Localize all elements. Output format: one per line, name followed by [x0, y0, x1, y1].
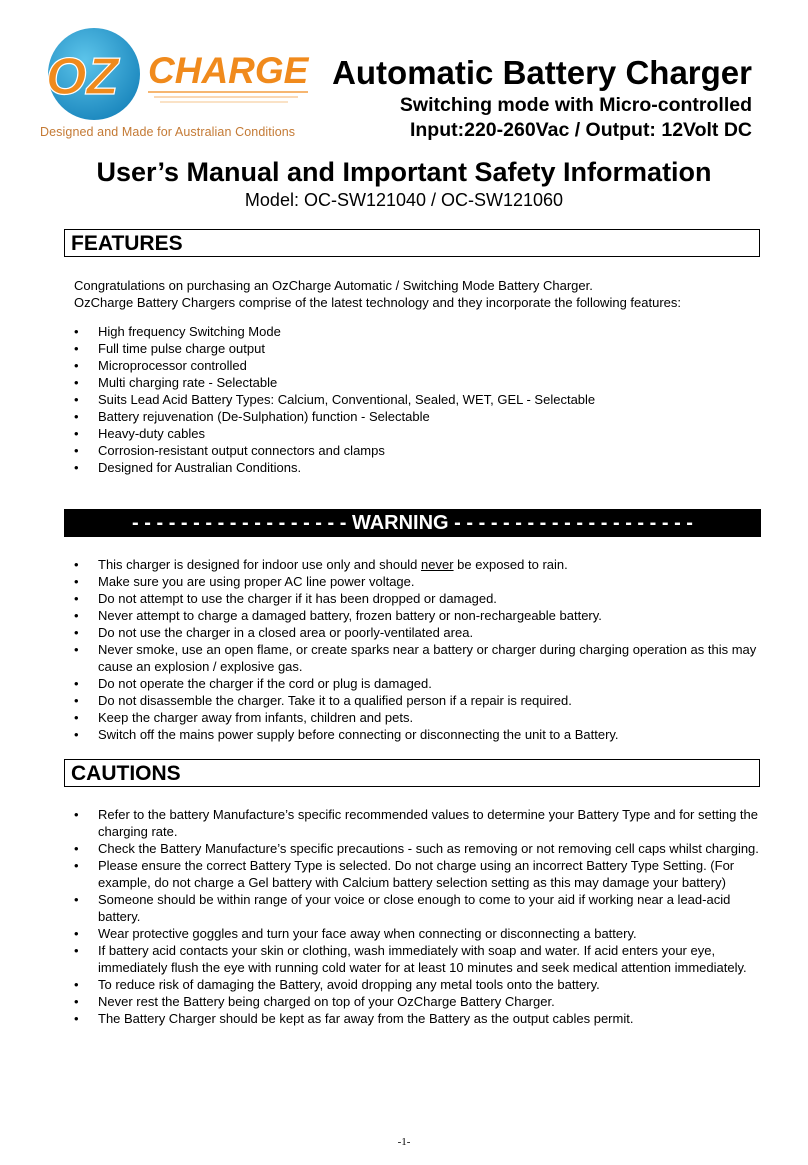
list-item: • Battery rejuvenation (De-Sulphation) function - Selectable — [74, 408, 764, 425]
list-item: • Heavy-duty cables — [74, 425, 764, 442]
product-io-spec: Input:220-260Vac / Output: 12Volt DC — [409, 119, 752, 141]
logo-graphic — [36, 20, 326, 130]
list-item: • Designed for Australian Conditions. — [74, 459, 764, 476]
ozcharge-logo — [36, 20, 326, 148]
model-number: Model: OC-SW121040 / OC-SW121060 — [244, 190, 564, 210]
page-number: -1- — [397, 1136, 411, 1148]
list-item: • Suits Lead Acid Battery Types: Calcium, Conventional, Sealed, WET, GEL - Selectable — [74, 391, 764, 408]
list-item: • Keep the charger away from infants, children and pets. — [74, 709, 764, 726]
features-heading: FEATURES — [64, 229, 760, 257]
logo-tagline: Designed and Made for Australian Conditions — [40, 125, 296, 139]
list-item: • The Battery Charger should be kept as far away from the Battery as the output cables permit. — [74, 1010, 764, 1027]
logo-oz-text: OZ — [46, 48, 119, 106]
product-subtitle: Switching mode with Micro-controlled — [399, 94, 752, 116]
list-item: • Do not disassemble the charger. Take it to a qualified person if a repair is required. — [74, 692, 764, 709]
cautions-heading: CAUTIONS — [64, 759, 760, 787]
list-item: • Switch off the mains power supply before connecting or disconnecting the unit to a Battery. — [74, 726, 764, 743]
product-title: Automatic Battery Charger — [332, 54, 752, 91]
list-item: • If battery acid contacts your skin or clothing, wash immediately with soap and water. If acid enters your eye, immediately flush the eye with running cold water for at least 10 minutes and seek medical attention immediately. — [74, 942, 764, 976]
list-item: • Full time pulse charge output — [74, 340, 764, 357]
list-item: • Do not attempt to use the charger if it has been dropped or damaged. — [74, 590, 764, 607]
list-item: • High frequency Switching Mode — [74, 323, 764, 340]
warning-text: This charger is designed for indoor use only and should — [98, 557, 422, 572]
list-item: • Microprocessor controlled — [74, 357, 764, 374]
features-intro — [74, 277, 764, 311]
logo-charge-text: CHARGE — [148, 50, 309, 91]
list-item: • Please ensure the correct Battery Type is selected. Do not charge using an incorrect Battery Type Setting. (For example, do not charge a Gel battery with Calcium battery selection setting as this may damage your battery) — [74, 857, 764, 891]
list-item: • Do not operate the charger if the cord or plug is damaged. — [74, 675, 764, 692]
warning-emphasis: never — [421, 557, 454, 572]
list-item: • Someone should be within range of your voice or close enough to come to your aid if working near a lead-acid battery. — [74, 891, 764, 925]
list-item: • To reduce risk of damaging the Battery, avoid dropping any metal tools onto the battery. — [74, 976, 764, 993]
list-item — [74, 556, 764, 573]
list-item: • Make sure you are using proper AC line power voltage. — [74, 573, 764, 590]
list-item: • Do not use the charger in a closed area or poorly-ventilated area. — [74, 624, 764, 641]
features-intro-line2: OzCharge Battery Chargers comprise of the latest technology and they incorporate the following features: — [74, 295, 681, 310]
list-item: • Never smoke, use an open flame, or create sparks near a battery or charger during charging operation as this may cause an explosion / explosive gas. — [74, 641, 764, 675]
list-item: • Never attempt to charge a damaged battery, frozen battery or non-rechargeable battery. — [74, 607, 764, 624]
list-item: • Check the Battery Manufacture’s specific precautions - such as removing or not removing cell caps whilst charging. — [74, 840, 764, 857]
list-item: • Refer to the battery Manufacture’s specific recommended values to determine your Battery Type and for setting the charging rate. — [74, 806, 764, 840]
warning-heading: - - - - - - - - - - - - - - - - - - WARNING - - - - - - - - - - - - - - - - - - - - — [64, 509, 761, 537]
warning-list — [74, 556, 764, 743]
manual-title: User’s Manual and Important Safety Information — [96, 157, 712, 187]
list-item: • Multi charging rate - Selectable — [74, 374, 764, 391]
features-intro-line1: Congratulations on purchasing an OzCharge Automatic / Switching Mode Battery Charger. — [74, 278, 593, 293]
list-item: • Corrosion-resistant output connectors and clamps — [74, 442, 764, 459]
list-item: • Wear protective goggles and turn your face away when connecting or disconnecting a battery. — [74, 925, 764, 942]
list-item: • Never rest the Battery being charged on top of your OzCharge Battery Charger. — [74, 993, 764, 1010]
warning-text: be exposed to rain. — [453, 557, 568, 572]
logo-circuit-lines — [148, 92, 308, 102]
features-list — [74, 323, 764, 476]
cautions-list — [74, 806, 764, 1027]
